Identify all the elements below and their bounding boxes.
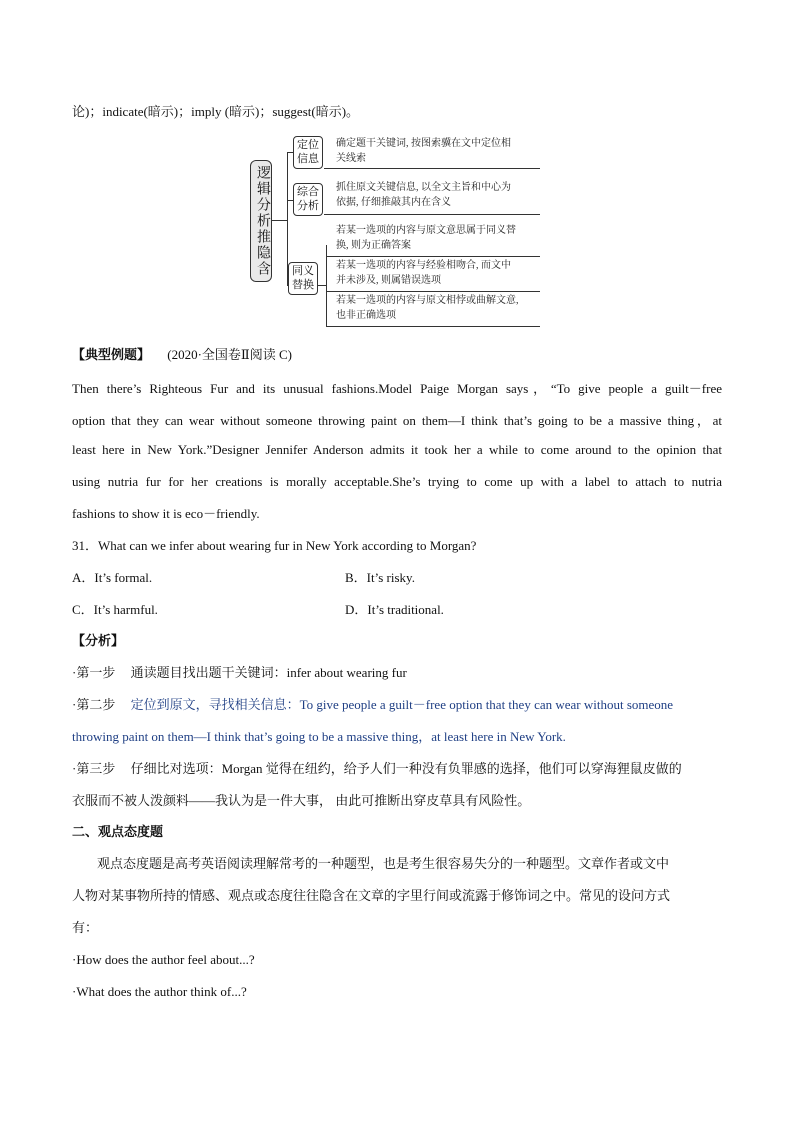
- question-text: 31．What can we infer about wearing fur in New York according to Morgan?: [72, 538, 477, 553]
- step-1-text: 通读题目找出题干关键词：infer about wearing fur: [130, 665, 407, 680]
- sub-text-3b: 也非正确选项: [336, 310, 396, 321]
- section-2-para-line-3: 有：: [72, 920, 99, 935]
- sample-question-2: ·What does the author think of...?: [72, 984, 247, 999]
- example-heading-row: [72, 346, 292, 364]
- passage-line-3: least here in New York.”Designer Jennifer Anderson admits it took her a while to come around to the opinion that: [72, 442, 722, 457]
- section-2-para-line-2: 人物对某事物所持的情感、观点或态度往往隐含在文章的字里行间或流露于修饰词之中。常见的设问方式: [72, 888, 671, 903]
- option-c: C．It’s harmful.: [72, 602, 158, 617]
- branch-text-analyze-1: 抓住原文关键信息, 以全文主旨和中心为: [336, 182, 511, 193]
- sub-underline-2: [326, 291, 540, 292]
- root-connector: [271, 220, 287, 221]
- sample-question-1: ·How does the author feel about...?: [72, 952, 255, 967]
- example-heading: 【典型例题】: [72, 347, 151, 362]
- branch-box-synonym: 同义替换: [288, 262, 318, 295]
- branch-box-analyze: 综合分析: [293, 183, 323, 216]
- option-b: B．It’s risky.: [345, 570, 415, 585]
- step-3-text: 仔细比对选项：Morgan 觉得在纽约，给予人们一种没有负罪感的选择，他们可以穿海狸鼠皮做的: [130, 761, 682, 776]
- passage-line-5: fashions to show it is eco－friendly.: [72, 506, 260, 521]
- analysis-step-3: [72, 760, 682, 778]
- branch-underline-2: [324, 214, 540, 215]
- example-source: (2020·全国卷Ⅱ阅读 C): [167, 347, 293, 362]
- analysis-step-1: [72, 664, 407, 682]
- branch-text-locate-1: 确定题干关键词, 按图索骥在文中定位相: [336, 138, 511, 149]
- sub-trunk-line: [326, 245, 327, 327]
- sub-text-1a: 若某一选项的内容与原文意思属于同义替: [336, 225, 516, 236]
- passage-line-2: option that they can wear without someone throwing paint on them—I think that’s going to be a massive thing，at: [72, 413, 722, 428]
- sub-text-2a: 若某一选项的内容与经验相吻合, 而文中: [336, 260, 511, 271]
- sub-underline-1: [326, 256, 540, 257]
- option-a: A．It’s formal.: [72, 570, 153, 585]
- intro-line: 论)；indicate(暗示)；imply (暗示)；suggest(暗示)。: [72, 104, 360, 119]
- branch-text-analyze-2: 依据, 仔细推敲其内在含义: [336, 197, 451, 208]
- step-1-label: ·第一步: [72, 665, 116, 680]
- logic-inference-diagram: [248, 132, 548, 332]
- step-3-continuation: 衣服而不被人泼颜料——我认为是一件大事， 由此可推断出穿皮草具有风险性。: [72, 793, 531, 808]
- passage-line-4: using nutria fur for her creations is morally acceptable.She’s trying to come up with a label to attach to nutria: [72, 474, 722, 489]
- sub-text-2b: 并未涉及, 则属错误选项: [336, 275, 441, 286]
- diagram-root-box: 逻辑分析推隐含: [250, 160, 272, 282]
- sub-connector: [318, 285, 326, 286]
- step-2-label: ·第二步: [72, 697, 116, 712]
- passage-line-1: Then there’s Righteous Fur and its unusual fashions.Model Paige Morgan says，“To give people a guilt－free: [72, 381, 722, 396]
- sub-text-1b: 换, 则为正确答案: [336, 240, 411, 251]
- sub-text-3a: 若某一选项的内容与原文相悖或曲解文意,: [336, 295, 519, 306]
- step-2-text: 定位到原文，寻找相关信息：To give people a guilt－free option that they can wear without someone: [130, 697, 674, 712]
- section-2-heading: 二、观点态度题: [72, 824, 164, 839]
- branch-text-locate-2: 关线索: [336, 153, 366, 164]
- step-3-label: ·第三步: [72, 761, 116, 776]
- analysis-step-2: [72, 696, 673, 714]
- option-d: D．It’s traditional.: [345, 602, 444, 617]
- step-2-continuation: throwing paint on them—I think that’s going to be a massive thing，at least here in New York.: [72, 729, 566, 744]
- section-2-para-line-1: 观点态度题是高考英语阅读理解常考的一种题型，也是考生很容易失分的一种题型。文章作者或文中: [97, 856, 670, 871]
- branch-underline-1: [324, 168, 540, 169]
- branch-box-locate: 定位信息: [293, 136, 323, 169]
- analysis-heading: 【分析】: [72, 633, 125, 648]
- sub-underline-3: [326, 326, 540, 327]
